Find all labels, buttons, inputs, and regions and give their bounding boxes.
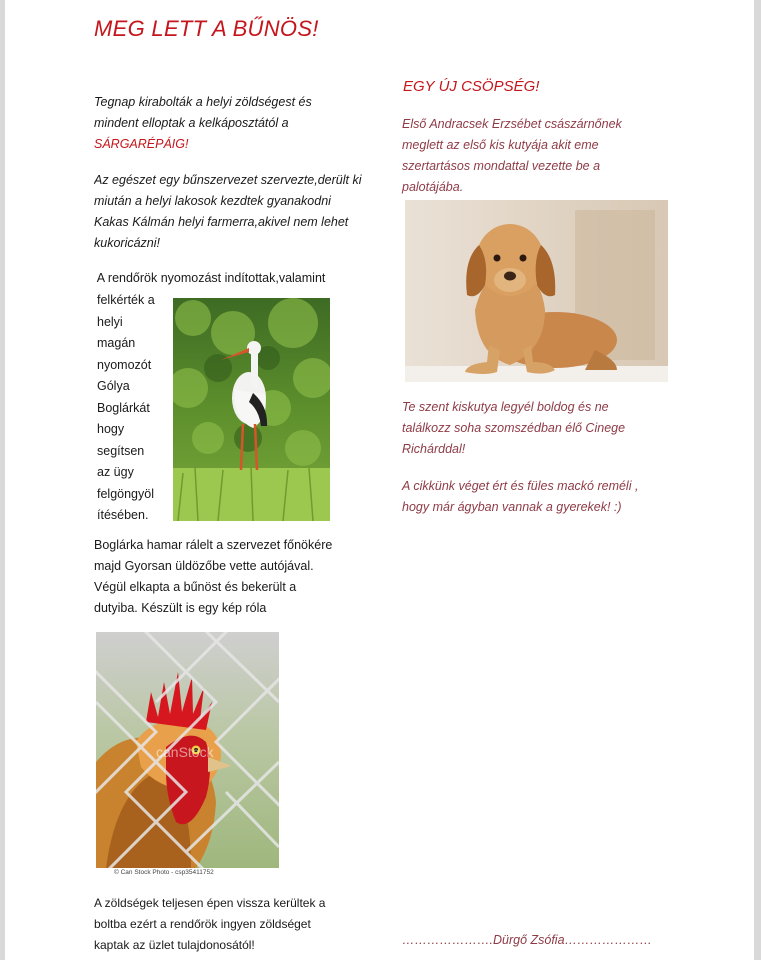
- text-line: szertartásos mondattal vezette be a: [402, 159, 601, 173]
- text-line: Richárddal!: [402, 442, 466, 456]
- text-line: Első Andracsek Erzsébet császárnőnek: [402, 117, 622, 131]
- text-line: Boglárkát: [97, 400, 150, 415]
- text-line: A zöldségek teljesen épen vissza kerültek a: [94, 896, 326, 910]
- text-line: felgöngyöl: [97, 486, 154, 501]
- text-line: nyomozót: [97, 357, 152, 372]
- rooster-photo: [96, 632, 279, 868]
- text-line: Te szent kiskutya legyél boldog és ne: [402, 400, 609, 414]
- text-line: hogy: [97, 422, 125, 436]
- article-subtitle: EGY ÚJ CSÖPSÉG!: [403, 78, 540, 95]
- paragraph-puppy-wish: [402, 397, 625, 460]
- paragraph-closing: [402, 476, 638, 518]
- text-line: miután a helyi lakosok kezdtek gyanakodni: [94, 194, 331, 208]
- stork-photo: [173, 298, 330, 521]
- author-signature: ………………….Dürgő Zsófia…………………: [402, 933, 653, 947]
- text-line: hogy már ágyban vannak a gyerekek! :): [402, 500, 622, 514]
- text-line: boltba ezért a rendőrök ingyen zöldséget: [94, 917, 311, 931]
- text-line: meglett az első kis kutyája akit eme: [402, 138, 599, 152]
- text-line: találkozz soha szomszédban élő Cinege: [402, 421, 626, 435]
- text-line: helyi: [97, 314, 123, 329]
- text-line: az ügy: [97, 465, 134, 479]
- text-line: Végül elkapta a bűnöst és bekerült a: [94, 580, 297, 594]
- text-line: majd Gyorsan üldözőbe vette autójával.: [94, 559, 314, 573]
- puppy-photo: [405, 200, 668, 382]
- text-line: segítsen: [97, 443, 145, 458]
- text-line: kaptak az üzlet tulajdonosától!: [94, 938, 255, 952]
- text-line: Az egészet egy bűnszervezet szervezte,derült ki: [94, 173, 362, 187]
- paragraph-arrest: [94, 535, 332, 619]
- paragraph-puppy-intro: [402, 114, 622, 198]
- paragraph-crime: [94, 170, 382, 254]
- highlight-text: SÁRGARÉPÁIG!: [94, 137, 189, 151]
- page-edge-left: [0, 0, 5, 960]
- paragraph-investigation-start: A rendőrök nyomozást indítottak,valamint: [94, 271, 326, 285]
- text-line: felkérték a: [97, 293, 155, 307]
- text-line: Gólya: [97, 379, 130, 393]
- text-line: mindent elloptak a kelkáposztától a: [94, 116, 289, 130]
- watermark-text: canStock: [156, 744, 214, 760]
- text-line: palotájába.: [402, 180, 464, 194]
- text-line: magán: [97, 336, 136, 350]
- photo-caption: © Can Stock Photo - csp35411752: [114, 869, 214, 876]
- text-line: Tegnap kirabolták a helyi zöldségest és: [94, 95, 312, 109]
- text-line: A cikkünk véget ért és füles mackó reméli ,: [402, 479, 639, 493]
- page-edge-right: [754, 0, 761, 960]
- paragraph-intro: [94, 92, 394, 155]
- text-line: ítésében.: [97, 508, 149, 522]
- text-line: kukoricázni!: [94, 236, 160, 250]
- article-title: MEG LETT A BŰNÖS!: [94, 16, 319, 41]
- text-line: Boglárka hamar rálelt a szervezet főnökére: [94, 538, 333, 552]
- paragraph-outcome: [94, 893, 325, 956]
- text-line: dutyiba. Készült is egy kép róla: [94, 601, 267, 615]
- wrapped-text-column: [97, 290, 167, 527]
- text-line: Kakas Kálmán helyi farmerra,akivel nem lehet: [94, 215, 349, 229]
